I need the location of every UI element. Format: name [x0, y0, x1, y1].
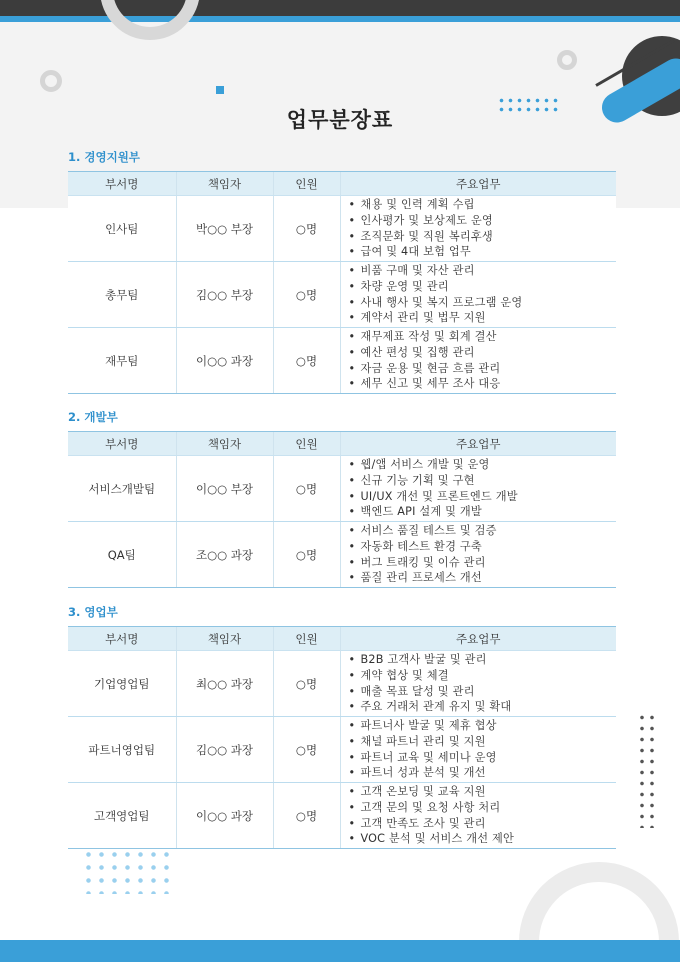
duty-item: • 파트너사 발굴 및 제휴 협상	[349, 718, 617, 734]
duty-item: • B2B 고객사 발굴 및 관리	[349, 652, 617, 668]
section-title: 3. 영업부	[68, 605, 118, 619]
table-row	[68, 456, 616, 522]
decorative-square-icon	[216, 86, 224, 94]
header-staff: 인원	[273, 172, 340, 196]
dept-cell: 총무팀	[68, 262, 176, 328]
manager-cell: 박○○ 부장	[176, 196, 273, 262]
header-manager: 책임자	[176, 172, 273, 196]
header-duties: 주요업무	[340, 432, 616, 456]
staff-cell: ○명	[273, 717, 340, 783]
header-staff: 인원	[273, 432, 340, 456]
duty-item: • 신규 기능 기획 및 구현	[349, 473, 617, 489]
header-duties: 주요업무	[340, 627, 616, 651]
staff-cell: ○명	[273, 522, 340, 588]
duty-item: • 채용 및 인력 계획 수립	[349, 197, 617, 213]
duty-item: • 파트너 성과 분석 및 개선	[349, 765, 617, 781]
duty-item: • 조직문화 및 직원 복리후생	[349, 229, 617, 245]
manager-cell: 이○○ 과장	[176, 328, 273, 394]
dept-cell: 재무팀	[68, 328, 176, 394]
table-row	[68, 651, 616, 717]
duty-item: • 재무제표 작성 및 회계 결산	[349, 329, 617, 345]
manager-cell: 김○○ 과장	[176, 717, 273, 783]
duty-item: • 비품 구매 및 자산 관리	[349, 263, 617, 279]
duty-item: • 웹/앱 서비스 개발 및 운영	[349, 457, 617, 473]
duty-item: • 품질 관리 프로세스 개선	[349, 570, 617, 586]
duty-item: • 백엔드 API 설계 및 개발	[349, 504, 617, 520]
duties-cell	[340, 783, 616, 849]
header-staff: 인원	[273, 627, 340, 651]
duty-item: • 세무 신고 및 세무 조사 대응	[349, 376, 617, 392]
duty-item: • 급여 및 4대 보험 업무	[349, 244, 617, 260]
duty-item: • 인사평가 및 보상제도 운영	[349, 213, 617, 229]
duty-item: • 주요 거래처 관계 유지 및 확대	[349, 699, 617, 715]
header-duties: 주요업무	[340, 172, 616, 196]
manager-cell: 이○○ 부장	[176, 456, 273, 522]
section-title: 2. 개발부	[68, 410, 118, 424]
duty-item: • 서비스 품질 테스트 및 검증	[349, 523, 617, 539]
duty-item: • 매출 목표 달성 및 관리	[349, 684, 617, 700]
manager-cell: 조○○ 과장	[176, 522, 273, 588]
header-manager: 책임자	[176, 432, 273, 456]
decorative-dots-icon	[637, 712, 657, 828]
duties-cell	[340, 328, 616, 394]
decorative-dots-icon	[82, 848, 172, 894]
table-header-row	[68, 172, 616, 196]
staff-cell: ○명	[273, 456, 340, 522]
duty-item: • 자금 운용 및 현금 흐름 관리	[349, 361, 617, 377]
dept-cell: 인사팀	[68, 196, 176, 262]
duty-item: • 사내 행사 및 복지 프로그램 운영	[349, 295, 617, 311]
duty-item: • VOC 분석 및 서비스 개선 제안	[349, 831, 617, 847]
duty-item: • 채널 파트너 관리 및 지원	[349, 734, 617, 750]
duty-item: • 차량 운영 및 관리	[349, 279, 617, 295]
dept-cell: 고객영업팀	[68, 783, 176, 849]
duty-item: • 자동화 테스트 환경 구축	[349, 539, 617, 555]
duty-table-management	[68, 171, 616, 394]
duty-item: • 고객 온보딩 및 교육 지원	[349, 784, 617, 800]
duties-cell	[340, 262, 616, 328]
duties-cell	[340, 196, 616, 262]
table-header-row	[68, 432, 616, 456]
duty-item: • 예산 편성 및 집행 관리	[349, 345, 617, 361]
dept-cell: 파트너영업팀	[68, 717, 176, 783]
decorative-ring-icon	[557, 50, 577, 70]
duty-item: • UI/UX 개선 및 프론트엔드 개발	[349, 489, 617, 505]
dept-cell: 서비스개발팀	[68, 456, 176, 522]
header-dept: 부서명	[68, 432, 176, 456]
staff-cell: ○명	[273, 651, 340, 717]
duties-cell	[340, 456, 616, 522]
table-row	[68, 522, 616, 588]
table-row	[68, 783, 616, 849]
duty-item: • 계약 협상 및 체결	[349, 668, 617, 684]
duty-table-development	[68, 431, 616, 588]
duty-table-sales	[68, 626, 616, 849]
section-title: 1. 경영지원부	[68, 150, 140, 164]
manager-cell: 이○○ 과장	[176, 783, 273, 849]
table-row	[68, 328, 616, 394]
duties-cell	[340, 522, 616, 588]
staff-cell: ○명	[273, 196, 340, 262]
page-title: 업무분장표	[286, 108, 394, 132]
staff-cell: ○명	[273, 328, 340, 394]
table-row	[68, 717, 616, 783]
staff-cell: ○명	[273, 783, 340, 849]
duties-cell	[340, 717, 616, 783]
duty-item: • 고객 만족도 조사 및 관리	[349, 816, 617, 832]
header-dept: 부서명	[68, 172, 176, 196]
decorative-ring-icon	[40, 70, 62, 92]
duty-item: • 고객 문의 및 요청 사항 처리	[349, 800, 617, 816]
duties-cell	[340, 651, 616, 717]
bottom-bar-blue	[0, 940, 680, 962]
duty-item: • 버그 트래킹 및 이슈 관리	[349, 555, 617, 571]
duty-item: • 파트너 교육 및 세미나 운영	[349, 750, 617, 766]
dept-cell: 기업영업팀	[68, 651, 176, 717]
table-header-row	[68, 627, 616, 651]
table-row	[68, 196, 616, 262]
duty-item: • 계약서 관리 및 법무 지원	[349, 310, 617, 326]
staff-cell: ○명	[273, 262, 340, 328]
manager-cell: 최○○ 과장	[176, 651, 273, 717]
header-manager: 책임자	[176, 627, 273, 651]
dept-cell: QA팀	[68, 522, 176, 588]
table-row	[68, 262, 616, 328]
manager-cell: 김○○ 부장	[176, 262, 273, 328]
header-dept: 부서명	[68, 627, 176, 651]
